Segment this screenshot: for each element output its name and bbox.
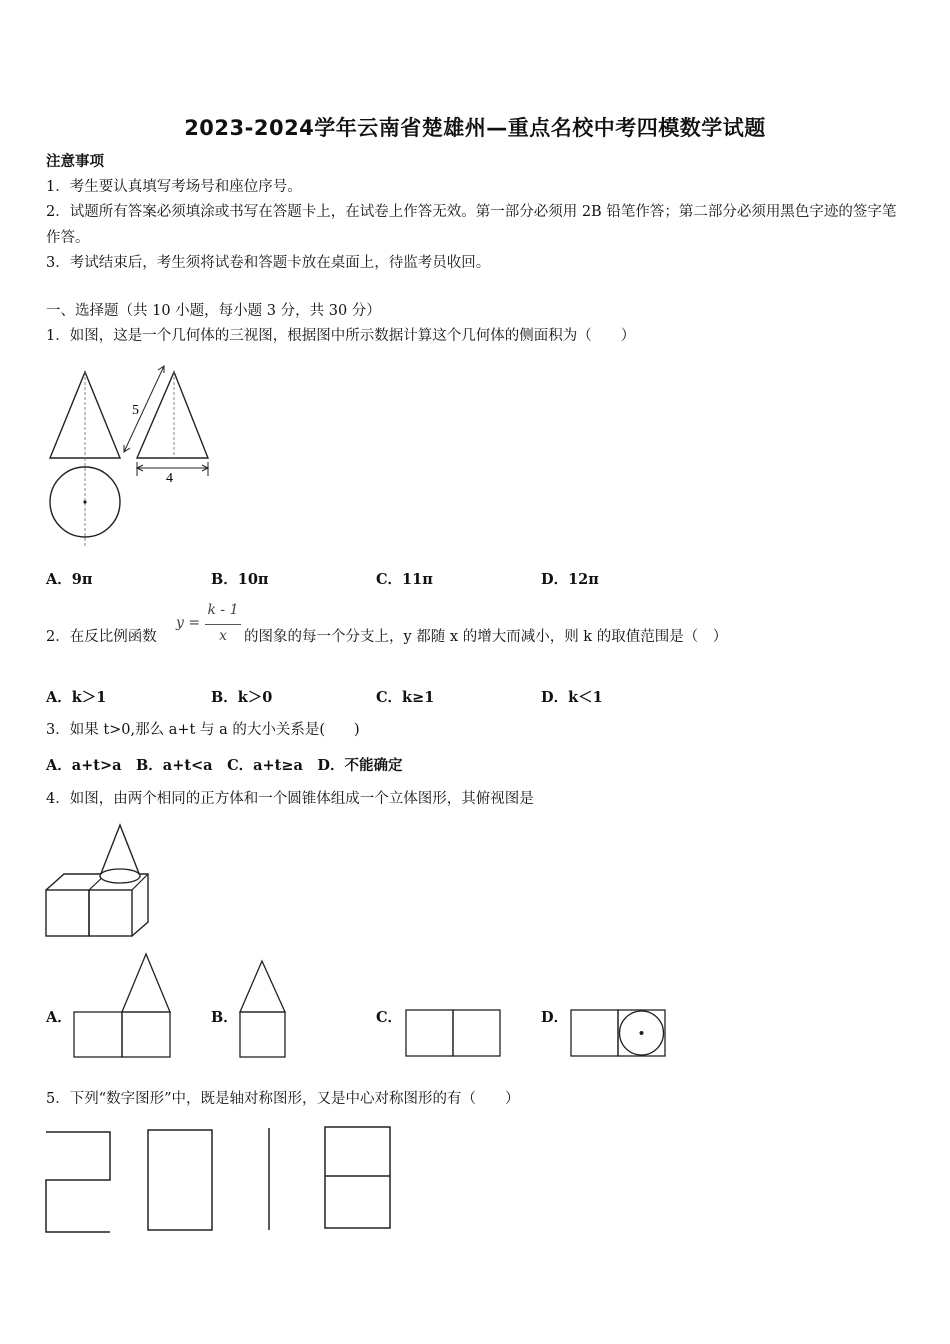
q1-option-d[interactable]: D．12π bbox=[541, 571, 599, 588]
q3-options-line[interactable]: A．a+t>a B．a+t<a C．a+t≥a D．不能确定 bbox=[46, 757, 403, 774]
notice-item-3: 3．考试结束后，考生须将试卷和答题卡放在桌面上，待监考员收回。 bbox=[46, 255, 491, 271]
notice-item-1: 1．考生要认真填写考场号和座位序号。 bbox=[46, 179, 302, 195]
q4-solid-figure bbox=[44, 822, 154, 942]
q5-digit-0 bbox=[148, 1130, 212, 1230]
q4-cube-left-front bbox=[46, 890, 89, 936]
q2-formula-lhs: y = bbox=[176, 615, 201, 631]
q2-option-b[interactable]: B．k＞0 bbox=[211, 689, 273, 706]
q4-c-square-left bbox=[406, 1010, 453, 1056]
q2-fraction-bar bbox=[205, 624, 241, 625]
notice-heading: 注意事项 bbox=[46, 153, 104, 170]
q4-option-b-figure[interactable] bbox=[237, 958, 289, 1060]
q4-cone bbox=[100, 825, 140, 876]
q5-digit-figures bbox=[44, 1124, 396, 1236]
q1-slant-label: 5 bbox=[132, 403, 139, 418]
q5-digit-2 bbox=[46, 1132, 110, 1232]
q4-a-square-right bbox=[122, 1012, 170, 1057]
question-4-text: 4．如图，由两个相同的正方体和一个圆锥体组成一个立体图形，其俯视图是 bbox=[46, 791, 534, 807]
q4-d-square-left bbox=[571, 1010, 618, 1056]
q2-formula-numerator: k - 1 bbox=[207, 602, 239, 618]
q5-digit-8-outline bbox=[325, 1127, 390, 1228]
q4-option-a-label[interactable]: A． bbox=[46, 1009, 72, 1026]
question-2-prefix: 2．在反比例函数 bbox=[46, 629, 157, 645]
q4-a-square-left bbox=[74, 1012, 122, 1057]
question-2-suffix: 的图象的每一个分支上，y 都随 x 的增大而减小，则 k 的取值范围是（ ） bbox=[244, 629, 728, 645]
q4-option-c-figure[interactable] bbox=[404, 1008, 504, 1060]
q1-option-c[interactable]: C．11π bbox=[376, 571, 433, 588]
q4-option-d-figure[interactable] bbox=[569, 1008, 669, 1060]
q4-d-center-dot bbox=[640, 1031, 644, 1035]
q4-option-d-label[interactable]: D． bbox=[541, 1009, 569, 1026]
q1-side-view-triangle bbox=[137, 372, 208, 458]
q1-base-label: 4 bbox=[166, 471, 173, 486]
q2-option-c[interactable]: C．k≥1 bbox=[376, 689, 435, 706]
q4-option-b-label[interactable]: B． bbox=[211, 1009, 238, 1026]
q4-cube-right-front bbox=[89, 890, 132, 936]
page-title: 2023-2024学年云南省楚雄州—重点名校中考四模数学试题 bbox=[184, 116, 766, 140]
question-1-text: 1．如图，这是一个几何体的三视图，根据图中所示数据计算这个几何体的侧面积为（ ） bbox=[46, 328, 636, 344]
q2-formula-denominator: x bbox=[219, 628, 227, 644]
notice-item-2: 2．试题所有答案必须填涂或书写在答题卡上，在试卷上作答无效。第一部分必须用 2B 铅笔作答；第二部分必须用黑色字迹的签字笔作答。 bbox=[46, 204, 897, 246]
q1-option-a[interactable]: A．9π bbox=[46, 571, 93, 588]
q4-b-square bbox=[240, 1012, 285, 1057]
q1-top-view-center bbox=[83, 500, 86, 503]
q4-cone-base bbox=[100, 869, 140, 883]
q4-a-triangle bbox=[122, 954, 170, 1012]
question-5-text: 5．下列“数字图形”中，既是轴对称图形，又是中心对称图形的有（ ） bbox=[46, 1091, 520, 1107]
q4-b-triangle bbox=[240, 961, 285, 1012]
section-heading: 一、选择题（共 10 小题，每小题 3 分，共 30 分） bbox=[46, 303, 381, 319]
q1-option-b[interactable]: B．10π bbox=[211, 571, 269, 588]
q2-option-a[interactable]: A．k＞1 bbox=[46, 689, 107, 706]
q1-three-views-figure bbox=[40, 360, 230, 550]
q4-option-a-figure[interactable] bbox=[72, 952, 172, 1060]
question-3-text: 3．如果 t>0,那么 a+t 与 a 的大小关系是( ) bbox=[46, 722, 360, 738]
q2-option-d[interactable]: D．k＜1 bbox=[541, 689, 603, 706]
q4-option-c-label[interactable]: C． bbox=[376, 1009, 403, 1026]
q4-c-square-right bbox=[453, 1010, 500, 1056]
